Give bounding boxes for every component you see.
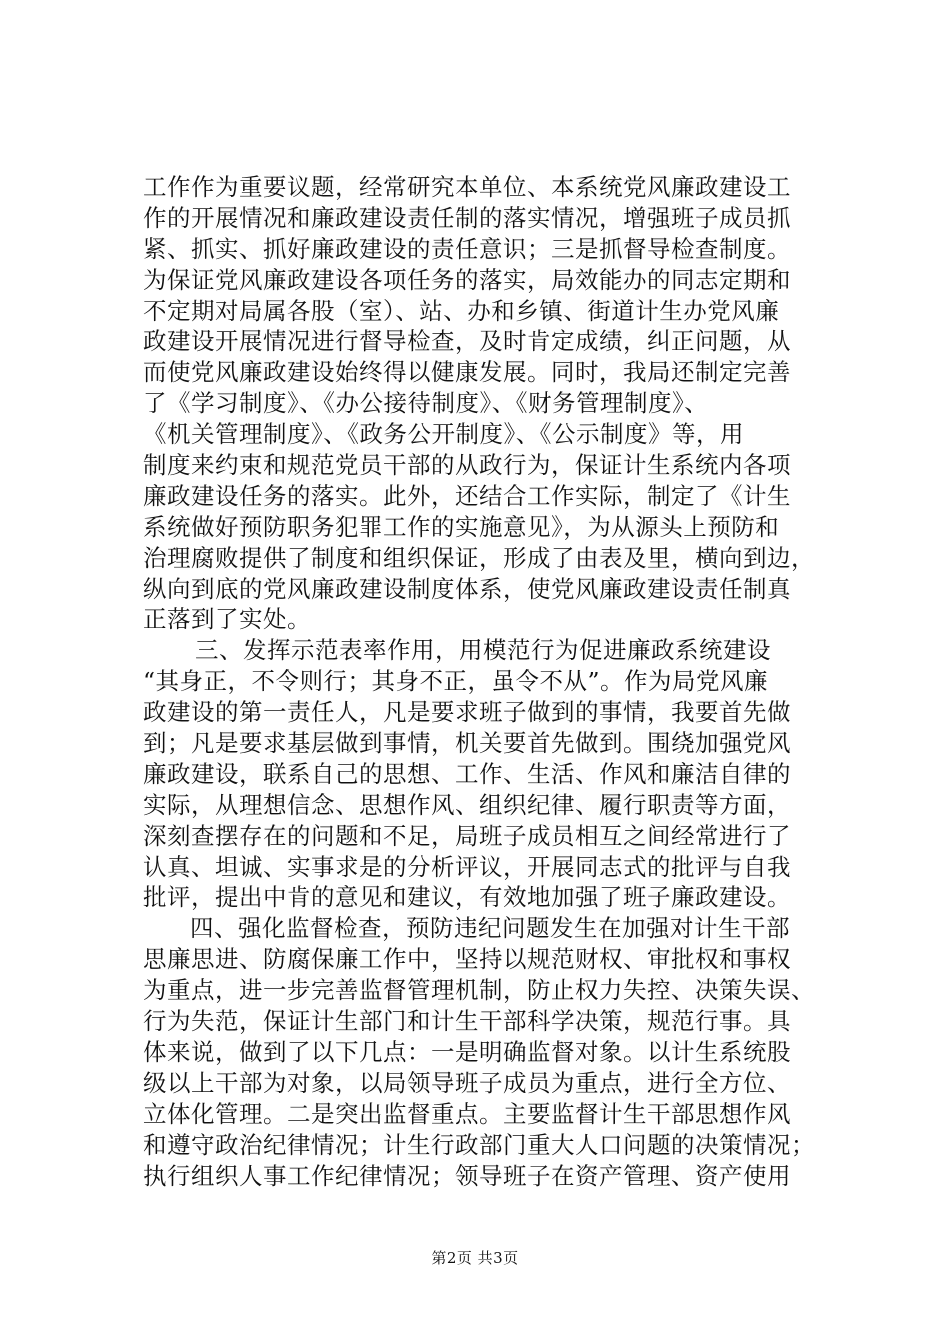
text-line: 了《学习制度》、《办公接待制度》、《财务管理制度》、: [143, 389, 709, 418]
text-line: 廉政建设任务的落实。此外，还结合工作实际，制定了《计生: [143, 481, 791, 510]
text-line: 到；凡是要求基层做到事情，机关要首先做到。围绕加强党风: [143, 729, 791, 758]
text-line: 正落到了实处。: [143, 605, 311, 634]
text-line: 《机关管理制度》、《政务公开制度》、《公示制度》等，用: [143, 420, 744, 449]
text-line: 系统做好预防职务犯罪工作的实施意见》，为从源头上预防和: [143, 512, 780, 541]
text-line: 工作作为重要议题，经常研究本单位、本系统党风廉政建设工: [143, 173, 791, 201]
text-line: 立体化管理。二是突出监督重点。主要监督计生干部思想作风: [143, 1099, 791, 1128]
text-line: 行为失范，保证计生部门和计生干部科学决策，规范行事。具: [143, 1007, 791, 1036]
text-line: 政建设开展情况进行督导检查，及时肯定成绩，纠正问题，从: [143, 327, 791, 356]
page-footer: 第2页 共3页: [431, 1249, 519, 1267]
text-line: “其身正，不令则行；其身不正，虽令不从”。作为局党风廉: [143, 667, 769, 696]
text-line: 级以上干部为对象，以局领导班子成员为重点，进行全方位、: [143, 1068, 791, 1097]
text-line: 而使党风廉政建设始终得以健康发展。同时，我局还制定完善: [143, 358, 791, 387]
text-line: 深刻查摆存在的问题和不足，局班子成员相互之间经常进行了: [143, 821, 791, 850]
text-line: 批评，提出中肯的意见和建议，有效地加强了班子廉政建设。: [143, 883, 791, 912]
text-line: 体来说，做到了以下几点：一是明确监督对象。以计生系统股: [143, 1037, 791, 1066]
text-line: 不定期对局属各股（室）、站、办和乡镇、街道计生办党风廉: [143, 296, 780, 325]
section-heading-3: 三、发挥示范表率作用，用模范行为促进廉政系统建设: [195, 636, 771, 665]
text-line: 实际，从理想信念、思想作风、组织纪律、履行职责等方面，: [143, 790, 791, 819]
text-line: 和遵守政治纪律情况；计生行政部门重大人口问题的决策情况；: [143, 1130, 815, 1159]
text-line: 紧、抓实、抓好廉政建设的责任意识；三是抓督导检查制度。: [143, 234, 791, 263]
text-line: 认真、坦诚、实事求是的分析评议，开展同志式的批评与自我: [143, 852, 791, 881]
text-line: 作的开展情况和廉政建设责任制的落实情况，增强班子成员抓: [143, 203, 791, 232]
text-line: 制度来约束和规范党员干部的从政行为，保证计生系统内各项: [143, 451, 791, 480]
section-heading-4: 四、强化监督检查，预防违纪问题发生在加强对计生干部: [190, 914, 790, 943]
text-line: 思廉思进、防腐保廉工作中，坚持以规范财权、审批权和事权: [143, 945, 791, 974]
text-line: 为重点，进一步完善监督管理机制，防止权力失控、决策失误、: [143, 976, 815, 1005]
text-line: 治理腐败提供了制度和组织保证，形成了由表及里，横向到边，: [143, 543, 815, 572]
text-line: 为保证党风廉政建设各项任务的落实，局效能办的同志定期和: [143, 265, 791, 294]
body-text: [143, 172, 833, 1191]
text-line: 廉政建设，联系自己的思想、工作、生活、作风和廉洁自律的: [143, 759, 791, 788]
text-line: 政建设的第一责任人，凡是要求班子做到的事情，我要首先做: [143, 698, 791, 727]
text-line: 纵向到底的党风廉政建设制度体系，使党风廉政建设责任制真: [143, 574, 791, 603]
text-line: 执行组织人事工作纪律情况；领导班子在资产管理、资产使用: [143, 1161, 791, 1190]
